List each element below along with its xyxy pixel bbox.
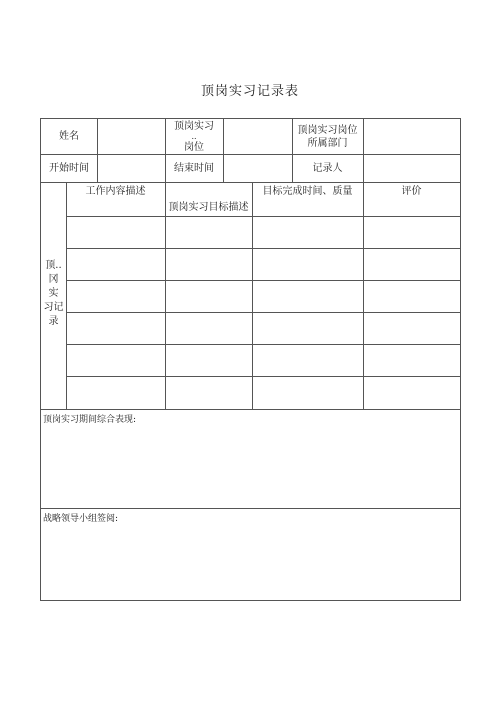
- col-header-completion: 目标完成时间、质量: [262, 186, 353, 197]
- position-label-mark: ..: [191, 132, 197, 141]
- signoff-label: 战略领导小组签阅:: [43, 514, 119, 524]
- col-divider: [252, 182, 253, 409]
- col-header-work: 工作内容描述: [85, 186, 146, 197]
- department-label-line2: 所属部门: [307, 137, 348, 149]
- recorder-label: 记录人: [312, 162, 343, 174]
- page-title: 顶岗实习记录表: [200, 84, 299, 99]
- row-divider: [41, 182, 460, 183]
- col-divider: [223, 119, 224, 182]
- side-label-line: 录: [48, 316, 59, 327]
- row-divider: [66, 376, 460, 377]
- row-divider: [66, 216, 460, 217]
- row-divider: [41, 154, 460, 155]
- position-label-line2: 岗位: [184, 142, 204, 153]
- record-side-label: [41, 259, 66, 329]
- col-divider: [97, 119, 98, 182]
- position-label: [165, 119, 223, 154]
- row-divider: [41, 508, 460, 509]
- row-divider: [66, 312, 460, 313]
- row-divider: [66, 344, 460, 345]
- col-header-eval: 评价: [401, 186, 422, 197]
- row-divider: [66, 280, 460, 281]
- position-label-line1: 顶岗实习: [174, 121, 214, 132]
- department-label-line1: 顶岗实习岗位: [297, 124, 358, 136]
- side-label-line: 实: [48, 288, 59, 299]
- side-label-line: 顶..: [45, 260, 62, 271]
- overall-performance-label: 顶岗实习期间综合表现:: [43, 415, 137, 425]
- col-header-goal: 顶岗实习目标描述: [168, 202, 249, 213]
- col-divider: [363, 182, 364, 409]
- col-divider: [66, 182, 67, 409]
- end-time-label: 结束时间: [174, 162, 214, 174]
- row-divider: [66, 248, 460, 249]
- department-label: [292, 119, 363, 154]
- row-divider: [41, 409, 460, 410]
- side-label-line: 习记: [43, 302, 64, 313]
- col-divider: [165, 182, 166, 409]
- side-label-line: 冈: [48, 274, 59, 285]
- record-form: [40, 118, 461, 601]
- name-label: 姓名: [59, 131, 79, 142]
- col-divider: [363, 119, 364, 182]
- start-time-label: 开始时间: [49, 162, 89, 174]
